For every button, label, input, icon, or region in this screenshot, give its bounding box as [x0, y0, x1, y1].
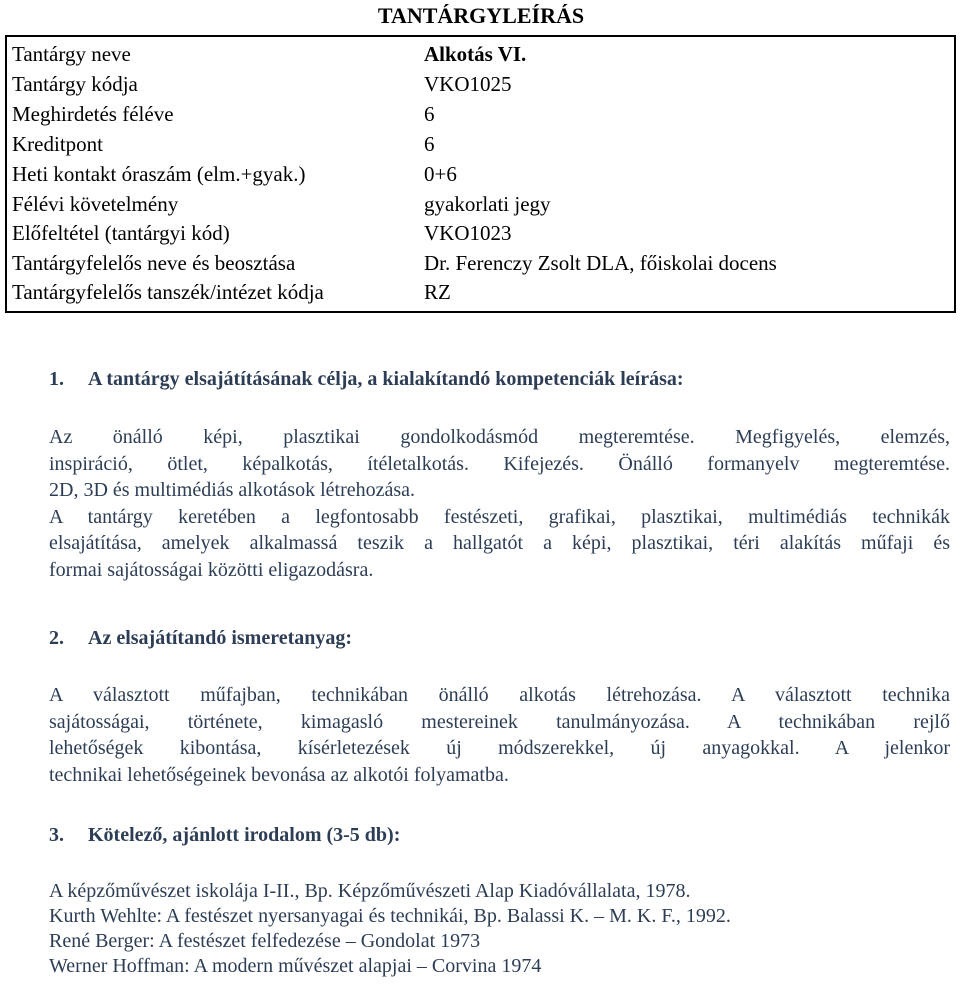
reference-item: Kurth Wehlte: A festészet nyersanyagai és technikái, Bp. Balassi K. – M. K. F., 1992. [49, 905, 731, 927]
reference-item: A képzőművészet iskolája I-II., Bp. Képzőművészeti Alap Kiadóvállalata, 1978. [49, 880, 691, 902]
info-value: Dr. Ferenczy Zsolt DLA, főiskolai docens [424, 251, 777, 275]
info-row-requirement [7, 191, 954, 217]
info-row-semester [7, 101, 954, 127]
info-label: Kreditpont [12, 132, 103, 156]
info-row-course-code [7, 71, 954, 97]
paragraph-line: lehetőségek kibontása, kísérletezések új módszerekkel, új anyagokkal. A jelenkor [49, 737, 950, 760]
info-label: Félévi követelmény [12, 192, 179, 216]
info-row-responsible [7, 250, 954, 276]
paragraph-line: 2D, 3D és multimédiás alkotások létrehozása. [49, 479, 416, 502]
info-label: Előfeltétel (tantárgyi kód) [12, 221, 230, 245]
section-3-heading [49, 824, 400, 847]
info-value: 6 [424, 132, 435, 156]
paragraph-line: inspiráció, ötlet, képalkotás, ítéletalkotás. Kifejezés. Önálló formanyelv megteremtése. [49, 452, 950, 475]
paragraph-line: Az önálló képi, plasztikai gondolkodásmód megteremtése. Megfigyelés, elemzés, [49, 426, 950, 448]
section-1-heading [49, 368, 684, 391]
info-row-credits [7, 131, 954, 157]
info-row-contact-hours [7, 161, 954, 187]
info-row-department [7, 279, 954, 305]
info-value: RZ [424, 280, 451, 304]
info-value: Alkotás VI. [424, 42, 527, 66]
info-value: 0+6 [424, 162, 457, 186]
reference-list [49, 879, 954, 979]
section-1-body [49, 424, 950, 584]
section-2-body [49, 682, 950, 788]
document-title: TANTÁRGYLEÍRÁS [377, 3, 585, 28]
paragraph-line: A tantárgy keretében a legfontosabb festészeti, grafikai, plasztikai, multimédiás technikák [49, 505, 950, 528]
info-label: Tantárgyfelelős neve és beosztása [12, 251, 296, 275]
paragraph-line: technikai lehetőségeinek bevonása az alkotói folyamatba. [49, 763, 509, 786]
section-number: 2. [49, 627, 64, 649]
section-number: 3. [49, 824, 64, 846]
section-number: 1. [49, 368, 64, 390]
info-value: VKO1025 [424, 72, 512, 96]
section-title: Kötelező, ajánlott irodalom (3-5 db): [88, 824, 401, 846]
info-row-prerequisite [7, 220, 954, 246]
section-2-heading [49, 627, 352, 650]
paragraph-line: formai sajátosságai közötti eligazodásra. [49, 558, 374, 581]
info-label: Tantárgy neve [12, 42, 131, 66]
paragraph-line: elsajátítása, amelyek alkalmassá teszik a hallgatót a képi, plasztikai, téri alakítás műfaji és [49, 532, 950, 555]
info-value: gyakorlati jegy [424, 192, 551, 216]
reference-item: René Berger: A festészet felfedezése – Gondolat 1973 [49, 930, 481, 952]
info-value: VKO1023 [424, 221, 512, 245]
info-label: Meghirdetés féléve [12, 102, 174, 126]
paragraph-line: sajátosságai, története, kimagasló mestereinek tanulmányozása. A technikában rejlő [49, 710, 950, 733]
info-value: 6 [424, 102, 435, 126]
section-title: A tantárgy elsajátításának célja, a kialakítandó kompetenciák leírása: [88, 368, 684, 390]
info-row-course-name [7, 41, 954, 67]
course-info-table [5, 35, 956, 313]
info-label: Tantárgy kódja [12, 72, 138, 96]
info-label: Heti kontakt óraszám (elm.+gyak.) [12, 162, 306, 186]
info-label: Tantárgyfelelős tanszék/intézet kódja [12, 280, 324, 304]
reference-item: Werner Hoffman: A modern művészet alapjai – Corvina 1974 [49, 955, 542, 977]
paragraph-line: A választott műfajban, technikában önálló alkotás létrehozása. A választott technika [49, 684, 950, 706]
section-title: Az elsajátítandó ismeretanyag: [88, 627, 353, 649]
